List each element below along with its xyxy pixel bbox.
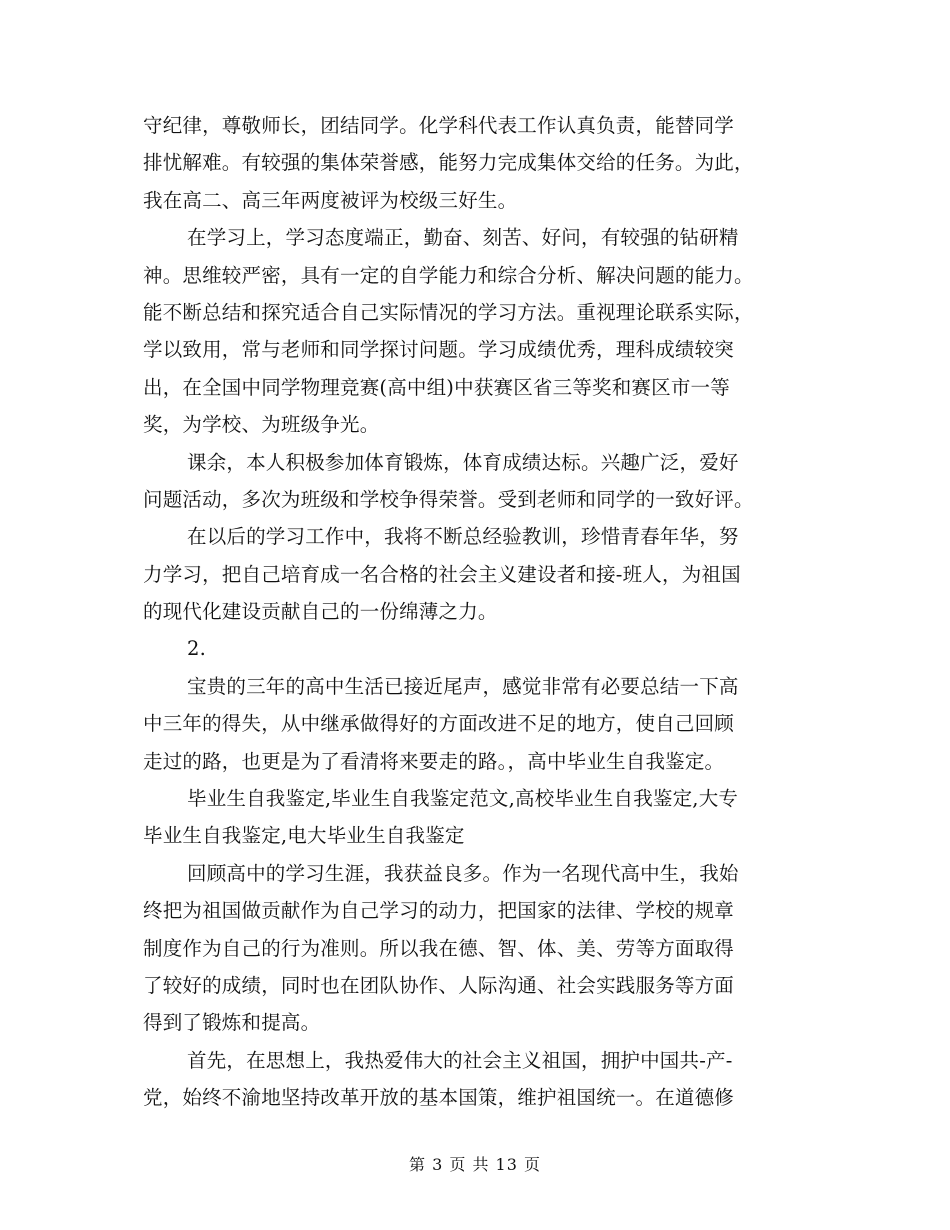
text-line: 的现代化建设贡献自己的一份绵薄之力。 bbox=[143, 600, 498, 624]
text-line: 奖，为学校、为班级争光。 bbox=[143, 413, 380, 437]
text-line: 排忧解难。有较强的集体荣誉感，能努力完成集体交给的任务。为此， bbox=[143, 151, 754, 175]
text-line: 问题活动，多次为班级和学校争得荣誉。受到老师和同学的一致好评。 bbox=[143, 487, 754, 511]
text-line: 毕业生自我鉴定,电大毕业生自我鉴定 bbox=[143, 824, 465, 848]
text-line: 制度作为自己的行为准则。所以我在德、智、体、美、劳等方面取得 bbox=[143, 936, 735, 960]
text-line: 守纪律，尊敬师长，团结同学。化学科代表工作认真负责，能替同学 bbox=[143, 114, 735, 137]
paragraph-start-line: 宝贵的三年的高中生活已接近尾声，感觉非常有必要总结一下高 bbox=[187, 674, 739, 698]
text-line: 出，在全国中同学物理竞赛(高中组)中获赛区省三等奖和赛区市一等 bbox=[143, 375, 730, 399]
paragraph-start-line: 在学习上，学习态度端正，勤奋、刻苦、好问，有较强的钻研精 bbox=[187, 226, 739, 250]
text-line: 中三年的得失，从中继承做得好的方面改进不足的地方，使自己回顾 bbox=[143, 712, 735, 736]
text-line: 党，始终不渝地坚持改革开放的基本国策，维护祖国统一。在道德修 bbox=[143, 1086, 735, 1110]
page-footer-label: 第 3 页 共 13 页 bbox=[409, 1155, 541, 1174]
text-line: 能不断总结和探究适合自己实际情况的学习方法。重视理论联系实际， bbox=[143, 300, 754, 324]
text-line: 力学习，把自己培育成一名合格的社会主义建设者和接-班人，为祖国 bbox=[143, 562, 741, 586]
paragraph-start-line: 在以后的学习工作中，我将不断总经验教训，珍惜青春年华，努 bbox=[187, 525, 739, 549]
document-body bbox=[143, 107, 803, 1117]
section-number: 2. bbox=[187, 637, 207, 661]
paragraph-start-line: 课余，本人积极参加体育锻炼，体育成绩达标。兴趣广泛，爱好 bbox=[187, 450, 739, 474]
text-line: 我在高二、高三年两度被评为校级三好生。 bbox=[143, 188, 518, 212]
text-line: 学以致用，常与老师和同学探讨问题。学习成绩优秀，理科成绩较突 bbox=[143, 338, 735, 362]
text-line: 神。思维较严密，具有一定的自学能力和综合分析、解决问题的能力。 bbox=[143, 263, 754, 287]
text-line: 走过的路，也更是为了看清将来要走的路。，高中毕业生自我鉴定。 bbox=[143, 749, 725, 773]
paragraph-start-line: 回顾高中的学习生涯，我获益良多。作为一名现代高中生，我始 bbox=[187, 861, 739, 885]
text-line: 得到了锻炼和提高。 bbox=[143, 1011, 321, 1035]
text-line: 了较好的成绩，同时也在团队协作、人际沟通、社会实践服务等方面 bbox=[143, 973, 735, 997]
paragraph-start-line: 首先，在思想上，我热爱伟大的社会主义祖国，拥护中国共-产- bbox=[187, 1048, 733, 1072]
text-line: 终把为祖国做贡献作为自己学习的动力，把国家的法律、学校的规章 bbox=[143, 899, 735, 923]
paragraph-start-line: 毕业生自我鉴定,毕业生自我鉴定范文,高校毕业生自我鉴定,大专 bbox=[187, 787, 739, 811]
